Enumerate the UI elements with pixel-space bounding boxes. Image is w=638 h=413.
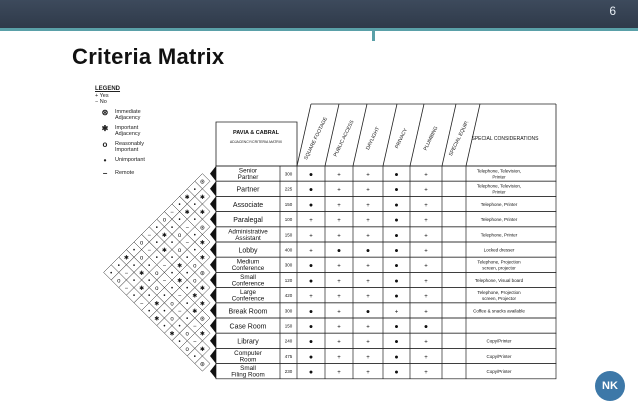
square-footage: 240 xyxy=(284,338,293,344)
adjacency-mark: ✱ xyxy=(161,232,167,239)
room-name: Paralegal xyxy=(233,217,263,225)
criteria-mark: ● xyxy=(308,277,314,285)
adjacency-mark: o xyxy=(177,248,182,255)
criteria-mark: ● xyxy=(365,247,371,255)
adjacency-mark: o xyxy=(193,278,197,285)
criteria-mark: ● xyxy=(336,247,342,255)
adjacency-mark: ✱ xyxy=(139,270,145,277)
square-footage: 150 xyxy=(284,323,293,329)
adjacency-mark: ✱ xyxy=(199,331,205,338)
logo: NK xyxy=(595,371,625,401)
adjacency-mark: • xyxy=(117,263,120,270)
criteria-mark: + xyxy=(366,278,370,285)
legend-title: LEGEND xyxy=(95,86,121,92)
room-name: Library xyxy=(237,338,259,346)
criteria-mark: + xyxy=(424,294,428,301)
adjacency-mark: ⊛ xyxy=(199,316,205,323)
adjacency-mark: ✱ xyxy=(199,255,205,262)
adjacency-mark: • xyxy=(170,270,174,277)
adjacency-mark: o xyxy=(155,286,159,293)
adjacency-symbol-icon: − xyxy=(102,168,108,178)
special-consideration: Telephone, Printer xyxy=(480,217,518,223)
room-name: Senior xyxy=(238,167,258,175)
criteria-mark: ● xyxy=(394,277,399,285)
criteria-mark: ● xyxy=(394,217,399,225)
adjacency-mark: • xyxy=(148,293,151,300)
criteria-mark: + xyxy=(366,370,370,377)
criteria-mark: + xyxy=(424,218,428,225)
adjacency-mark: ✱ xyxy=(177,263,183,270)
square-footage: 100 xyxy=(284,217,293,223)
special-consideration: Telephone, Printer xyxy=(480,232,518,238)
legend-yes: + Yes xyxy=(95,92,109,99)
column-header: DAYLIGHT xyxy=(365,126,382,151)
special-consideration: Telephone, Projection xyxy=(477,259,521,265)
room-name: Partner xyxy=(236,186,260,194)
adjacency-mark: • xyxy=(163,293,166,300)
adjacency-mark: ✱ xyxy=(184,194,190,201)
adjacency-mark: − xyxy=(162,278,167,285)
adjacency-mark: • xyxy=(178,202,181,209)
criteria-mark: + xyxy=(366,187,370,194)
row-marker xyxy=(210,348,216,363)
adjacency-mark: − xyxy=(124,286,129,293)
criteria-mark: + xyxy=(337,309,341,316)
special-consideration: screen, projector xyxy=(482,265,516,271)
square-footage: 150 xyxy=(284,232,293,238)
adjacency-mark: − xyxy=(124,270,129,277)
column-header: PRIVACY xyxy=(394,127,410,150)
legend-label: Important Adjacency xyxy=(115,124,141,137)
special-consideration: Copy/Printer xyxy=(486,353,512,359)
criteria-mark: + xyxy=(337,187,341,194)
room-name: Case Room xyxy=(229,323,267,331)
row-marker xyxy=(210,227,216,242)
adjacency-mark: − xyxy=(193,324,197,331)
adjacency-mark: ✱ xyxy=(199,194,205,201)
adjacency-symbol-icon: ⊛ xyxy=(101,107,109,117)
criteria-mark: + xyxy=(366,294,370,301)
adjacency-mark: • xyxy=(163,324,166,331)
criteria-mark: ● xyxy=(423,323,429,331)
adjacency-mark: o xyxy=(185,346,189,353)
criteria-mark: + xyxy=(366,339,370,346)
criteria-mark: + xyxy=(424,187,428,194)
criteria-mark: ● xyxy=(394,171,399,179)
criteria-mark: + xyxy=(337,278,341,285)
adjacency-symbol-icon: • xyxy=(103,155,107,165)
criteria-mark: + xyxy=(337,172,341,179)
adjacency-mark: • xyxy=(170,286,174,293)
adjacency-mark: • xyxy=(178,217,181,224)
column-header: SPECIAL CONSIDERATIONS xyxy=(471,136,539,142)
special-consideration: Telephone, Printer xyxy=(480,201,518,207)
row-marker xyxy=(210,242,216,257)
adjacency-mark: ✱ xyxy=(192,293,198,300)
special-consideration: Printer xyxy=(492,174,506,180)
criteria-mark: ● xyxy=(394,323,399,331)
legend-no: − No xyxy=(95,98,107,105)
square-footage: 150 xyxy=(284,201,293,207)
criteria-mark: + xyxy=(309,294,313,301)
criteria-mark: + xyxy=(337,263,341,270)
criteria-mark: + xyxy=(424,370,428,377)
adjacency-mark: • xyxy=(148,263,151,270)
adjacency-mark: ✱ xyxy=(199,210,205,217)
square-footage: 225 xyxy=(284,186,293,192)
table-row xyxy=(216,318,556,333)
row-marker xyxy=(210,318,216,333)
adjacency-mark: • xyxy=(132,293,136,300)
adjacency-mark: o xyxy=(139,255,144,262)
special-consideration: Telephone, Television, xyxy=(476,168,522,174)
row-marker xyxy=(210,288,216,303)
room-name: Break Room xyxy=(228,308,268,316)
criteria-mark: ● xyxy=(308,353,314,361)
adjacency-mark: − xyxy=(193,339,197,346)
adjacency-mark: o xyxy=(170,316,174,323)
adjacency-mark: ✱ xyxy=(154,301,160,308)
criteria-mark: + xyxy=(337,354,341,361)
adjacency-mark: ✱ xyxy=(199,286,205,293)
adjacency-mark: • xyxy=(132,248,136,255)
adjacency-mark: • xyxy=(155,225,158,232)
adjacency-mark: ✱ xyxy=(154,316,160,323)
square-footage: 300 xyxy=(284,308,293,314)
adjacency-mark: o xyxy=(170,301,174,308)
criteria-mark: + xyxy=(337,218,341,225)
adjacency-symbol-icon: o xyxy=(102,139,108,149)
adjacency-mark: ⊛ xyxy=(199,270,205,277)
adjacency-mark: • xyxy=(193,248,196,255)
legend-label: Remote xyxy=(115,169,135,176)
special-consideration: Telephone, Projection xyxy=(477,290,521,296)
criteria-mark: ● xyxy=(394,293,399,301)
adjacency-mark: ✱ xyxy=(177,278,183,285)
adjacency-mark: • xyxy=(163,308,166,315)
square-footage: 420 xyxy=(284,293,293,299)
adjacency-mark: • xyxy=(155,240,158,247)
adjacency-mark: • xyxy=(186,301,189,308)
room-name: Conference xyxy=(231,280,265,288)
criteria-mark: ● xyxy=(365,308,371,316)
square-footage: 475 xyxy=(284,353,293,359)
criteria-mark: ● xyxy=(308,338,314,346)
adjacency-mark: ✱ xyxy=(139,286,145,293)
adjacency-mark: • xyxy=(178,339,181,346)
adjacency-mark: o xyxy=(139,240,144,247)
criteria-mark: + xyxy=(424,233,428,240)
adjacency-mark: ⊛ xyxy=(199,225,205,232)
square-footage: 300 xyxy=(284,262,293,268)
room-name: Partner xyxy=(237,174,259,181)
adjacency-mark: − xyxy=(177,308,182,315)
adjacency-mark: − xyxy=(185,240,189,247)
adjacency-mark: ✱ xyxy=(123,255,129,262)
adjacency-mark: • xyxy=(186,316,189,323)
criteria-mark: + xyxy=(366,202,370,209)
special-consideration: Telephone, Visual board xyxy=(474,277,524,283)
column-header: PLUMBING xyxy=(422,125,440,152)
square-footage: 400 xyxy=(284,247,293,253)
adjacency-mark: o xyxy=(185,331,189,338)
adjacency-mark: − xyxy=(177,293,182,300)
adjacency-mark: ✱ xyxy=(184,210,190,217)
criteria-mark: ● xyxy=(394,247,399,255)
header-divider xyxy=(353,104,367,166)
square-footage: 300 xyxy=(284,171,293,177)
firm-name: PAVIA & CABRAL xyxy=(232,130,280,136)
criteria-mark: + xyxy=(424,339,428,346)
criteria-mark: + xyxy=(337,202,341,209)
adjacency-mark: • xyxy=(132,278,136,285)
adjacency-mark: − xyxy=(147,232,151,239)
adjacency-mark: − xyxy=(147,248,151,255)
criteria-mark: ● xyxy=(308,171,314,179)
criteria-mark: + xyxy=(309,218,313,225)
adjacency-mark: • xyxy=(110,270,113,277)
adjacency-mark: • xyxy=(186,286,189,293)
special-consideration: screen, Projector xyxy=(481,296,517,302)
room-name: Conference xyxy=(231,265,265,273)
criteria-mark: + xyxy=(424,309,428,316)
matrix-header-box xyxy=(216,122,297,166)
adjacency-mark: o xyxy=(162,217,167,224)
room-name: Assistant xyxy=(235,234,261,242)
criteria-mark: ● xyxy=(308,262,314,270)
row-marker xyxy=(210,257,216,272)
adjacency-mark: • xyxy=(148,278,151,285)
adjacency-mark: • xyxy=(178,324,181,331)
adjacency-mark: • xyxy=(193,187,196,194)
criteria-mark: + xyxy=(337,370,341,377)
criteria-mark: + xyxy=(337,339,341,346)
criteria-mark: ● xyxy=(308,308,314,316)
criteria-mark: ● xyxy=(308,323,314,331)
row-marker xyxy=(210,166,216,181)
room-name: Large xyxy=(239,289,257,297)
special-consideration: Locked dresser xyxy=(483,247,515,253)
adjacency-mark: • xyxy=(170,240,174,247)
criteria-mark: ● xyxy=(308,201,314,209)
room-name: Administrative xyxy=(228,228,268,236)
special-consideration: Telephone, Television, xyxy=(476,183,522,189)
header-divider xyxy=(383,104,397,166)
criteria-mark: + xyxy=(424,263,428,270)
criteria-mark: + xyxy=(309,233,313,240)
adjacency-mark: ✱ xyxy=(192,308,198,315)
square-footage: 120 xyxy=(284,277,293,283)
criteria-mark: + xyxy=(424,278,428,285)
adjacency-mark: ✱ xyxy=(199,240,205,247)
criteria-mark: + xyxy=(337,233,341,240)
adjacency-mark: • xyxy=(132,263,136,270)
adjacency-mark: • xyxy=(170,225,174,232)
criteria-mark: + xyxy=(366,324,370,331)
criteria-mark: + xyxy=(366,263,370,270)
adjacency-mark: ✱ xyxy=(169,331,175,338)
special-consideration: Copy/Printer xyxy=(486,338,512,344)
adjacency-mark: ✱ xyxy=(199,346,205,353)
special-consideration: Coffee & snacks available xyxy=(473,308,525,314)
column-header: SPECIAL EQUIP. xyxy=(447,119,471,158)
adjacency-mark: • xyxy=(193,232,196,239)
criteria-mark: + xyxy=(424,248,428,255)
special-consideration: Copy/Printer xyxy=(486,369,512,375)
row-marker xyxy=(210,272,216,287)
adjacency-mark: ⊛ xyxy=(199,179,205,186)
criteria-mark: ● xyxy=(308,369,314,377)
criteria-mark: + xyxy=(366,172,370,179)
adjacency-mark: o xyxy=(193,263,197,270)
criteria-mark: ● xyxy=(308,186,314,194)
criteria-mark: + xyxy=(424,202,428,209)
adjacency-mark: − xyxy=(139,301,144,308)
row-marker xyxy=(210,196,216,211)
adjacency-mark: • xyxy=(186,255,189,262)
adjacency-mark: o xyxy=(155,270,159,277)
row-marker xyxy=(210,364,216,379)
adjacency-mark: • xyxy=(170,255,174,262)
matrix-subtitle: ADJACENCY/CRITERIA MATRIX xyxy=(229,140,283,144)
adjacency-mark: • xyxy=(186,270,189,277)
room-name: Medium xyxy=(236,258,260,266)
header-divider xyxy=(410,104,424,166)
adjacency-mark: o xyxy=(177,232,182,239)
row-marker xyxy=(210,333,216,348)
room-name: Computer xyxy=(234,349,262,357)
adjacency-mark: − xyxy=(185,225,189,232)
criteria-mark: + xyxy=(366,218,370,225)
adjacency-mark: ✱ xyxy=(161,248,167,255)
room-name: Lobby xyxy=(238,247,258,255)
adjacency-symbol-icon: ✱ xyxy=(101,123,109,133)
room-name: Room xyxy=(239,356,257,364)
criteria-mark: ● xyxy=(394,201,399,209)
criteria-mark: + xyxy=(337,294,341,301)
criteria-mark: ● xyxy=(394,369,399,377)
special-consideration: Printer xyxy=(492,189,506,195)
legend-label: Reasonably Important xyxy=(115,140,145,153)
legend-label: Unimportant xyxy=(115,156,145,163)
column-header: SQUARE FOOTAGE xyxy=(303,116,330,161)
criteria-mark: ● xyxy=(394,262,399,270)
criteria-mark: ● xyxy=(394,232,399,240)
adjacency-mark: • xyxy=(193,217,196,224)
room-name: Filing Room xyxy=(231,371,265,379)
criteria-mark: ● xyxy=(394,338,399,346)
room-name: Small xyxy=(240,273,256,281)
criteria-mark: + xyxy=(424,172,428,179)
column-header: PUBLIC ACCESS xyxy=(332,119,356,158)
row-marker xyxy=(210,212,216,227)
row-marker xyxy=(210,181,216,196)
header-divider xyxy=(442,104,456,166)
square-footage: 230 xyxy=(284,369,293,375)
header-divider xyxy=(466,104,480,166)
room-name: Associate xyxy=(232,201,264,209)
criteria-mark: + xyxy=(424,354,428,361)
criteria-mark: + xyxy=(337,324,341,331)
criteria-mark: ● xyxy=(394,353,399,361)
room-name: Small xyxy=(240,365,256,373)
adjacency-mark: − xyxy=(170,210,174,217)
criteria-mark: + xyxy=(309,248,313,255)
criteria-mark: + xyxy=(394,309,399,316)
adjacency-mark: • xyxy=(148,308,151,315)
criteria-mark: ● xyxy=(394,186,399,194)
room-name: Conference xyxy=(231,295,265,303)
slide-title: Criteria Matrix xyxy=(72,44,225,69)
adjacency-mark: ✱ xyxy=(199,301,205,308)
slide-number: 6 xyxy=(609,4,616,18)
adjacency-mark: − xyxy=(162,263,167,270)
adjacency-mark: o xyxy=(117,278,121,285)
adjacency-mark: • xyxy=(193,354,196,361)
criteria-mark: + xyxy=(366,354,370,361)
legend-label: Immediate Adjacency xyxy=(115,108,141,121)
row-marker xyxy=(210,303,216,318)
adjacency-mark: • xyxy=(155,255,158,262)
adjacency-mark: • xyxy=(193,202,196,209)
adjacency-mark: ⊛ xyxy=(199,362,205,369)
criteria-mark: + xyxy=(366,233,370,240)
